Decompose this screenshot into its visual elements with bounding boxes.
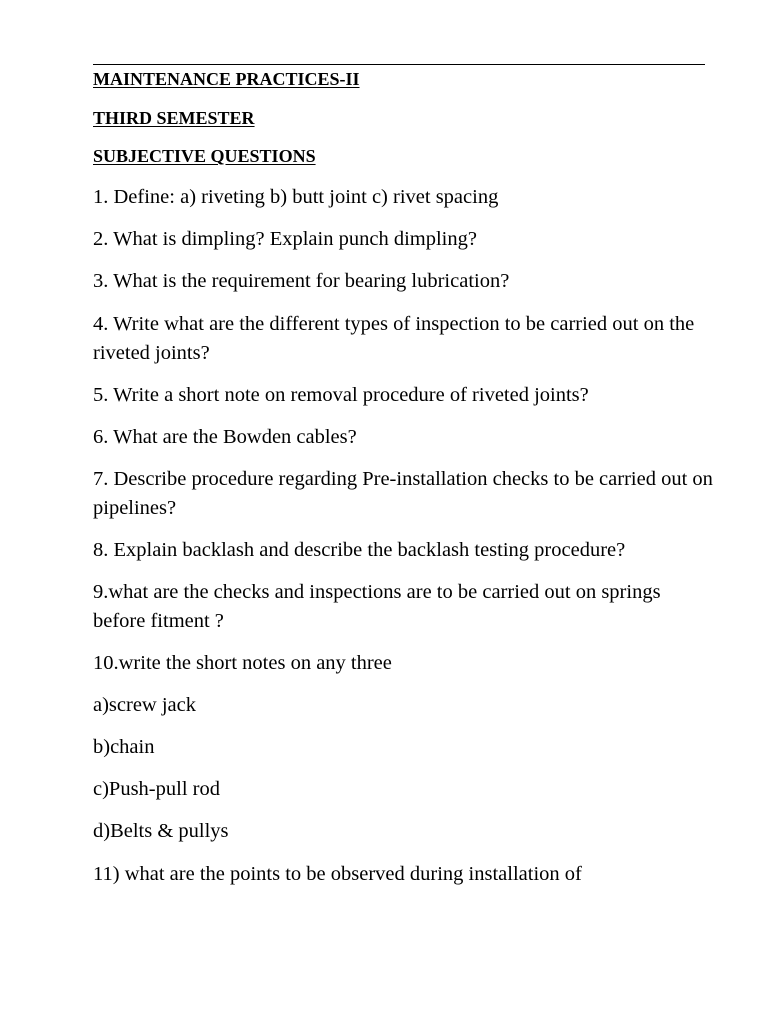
semester-heading: THIRD SEMESTER bbox=[93, 108, 255, 128]
question-8: 8. Explain backlash and describe the backlash testing procedure? bbox=[93, 539, 626, 561]
question-2: 2. What is dimpling? Explain punch dimpling? bbox=[93, 228, 477, 250]
question-6: 6. What are the Bowden cables? bbox=[93, 426, 357, 448]
option-a: a)screw jack bbox=[93, 694, 197, 716]
option-d: d)Belts & pullys bbox=[93, 820, 229, 842]
question-11: 11) what are the points to be observed during installation of bbox=[93, 863, 582, 885]
top-divider bbox=[93, 64, 705, 65]
question-5: 5. Write a short note on removal procedure of riveted joints? bbox=[93, 384, 589, 406]
section-heading: SUBJECTIVE QUESTIONS bbox=[93, 146, 316, 166]
question-1: 1. Define: a) riveting b) butt joint c) rivet spacing bbox=[93, 186, 499, 208]
question-9: 9.what are the checks and inspections are to be carried out on springs before fitment ? bbox=[93, 581, 661, 632]
question-4: 4. Write what are the different types of inspection to be carried out on the riveted joints? bbox=[93, 313, 695, 364]
question-3: 3. What is the requirement for bearing lubrication? bbox=[93, 270, 510, 292]
course-title: MAINTENANCE PRACTICES-II bbox=[93, 69, 360, 89]
question-7: 7. Describe procedure regarding Pre-installation checks to be carried out on pipelines? bbox=[93, 468, 713, 519]
question-10: 10.write the short notes on any three bbox=[93, 652, 392, 674]
option-b: b)chain bbox=[93, 736, 155, 758]
option-c: c)Push-pull rod bbox=[93, 778, 220, 800]
